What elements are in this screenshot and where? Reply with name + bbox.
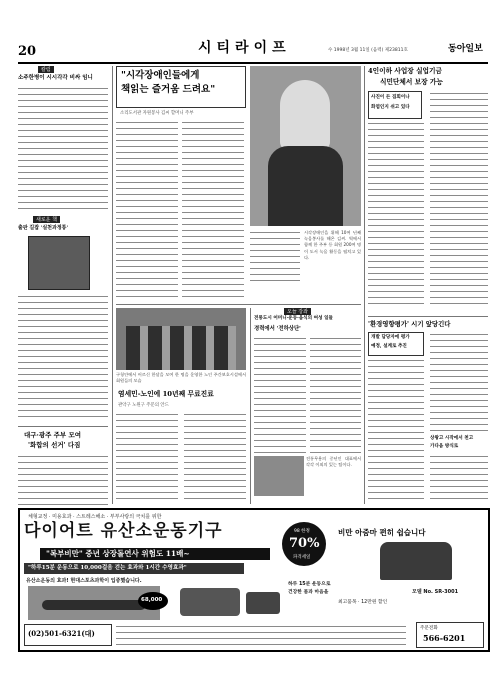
center-right-rule: [364, 66, 365, 504]
column-title: 소주한병이 시시각각 비싸 임니: [18, 75, 93, 81]
feature-story: [116, 66, 361, 302]
ad-promo-bar: [40, 548, 270, 560]
ad-badge-top: 98 한정: [294, 529, 310, 534]
ad-device-image: [380, 542, 452, 580]
section-title: 시티라이프: [198, 40, 291, 56]
ad-product-image: [180, 588, 240, 616]
portrait-body: [268, 146, 343, 226]
env-subhead-box: [368, 332, 424, 356]
ad-badge-big: 70%: [289, 536, 320, 551]
env-subhead-2: 예정, 설계로 추진: [371, 344, 407, 349]
course-photo: [254, 456, 304, 496]
env-title: '환경영향평가' 시기 앞당긴다: [368, 320, 451, 328]
ad-promo2: "하루15분 운동으로 10,000걸음 걷는 효과와 1시간 수영효과": [28, 564, 187, 571]
feature-body-right: [250, 230, 300, 286]
middle-body-2: [184, 412, 246, 504]
right-top-story: [368, 66, 488, 314]
env-body-3: [430, 454, 488, 504]
page-number: 20: [18, 44, 37, 59]
books-body: [18, 294, 108, 422]
bottom-story-title-2: '화합의 선거' 다짐: [28, 441, 81, 449]
masthead: [18, 38, 488, 60]
feature-body-mid: [182, 120, 244, 300]
ad-price-burst: [138, 592, 168, 610]
ad-phone-right: 566-6201: [423, 633, 466, 643]
ad-model-number: 모델 No. SR-3001: [412, 589, 459, 595]
right-top-title-2: 식민단체서 보장 가능: [380, 78, 443, 86]
issue-date: 수 1998년 3월 11일 (음력) 제23811호: [328, 48, 408, 53]
ad-model-figure: [42, 600, 146, 610]
course-tag: 오늘 강좌: [284, 308, 311, 315]
right-mid-rule: [368, 316, 488, 317]
book-cover-image: [28, 236, 90, 290]
ad-product-image-2: [246, 592, 280, 614]
right-top-box: [368, 91, 422, 119]
right-top-body-2: [430, 91, 488, 306]
ad-promo: "복부비만" 중년 상장돌연사 위험도 11배~: [46, 549, 190, 558]
left-divider: [18, 426, 108, 427]
right-top-body-1: [368, 121, 424, 306]
ad-top-bar: 체형교정 · 미용효과 · 스트레스해소 · 부부사랑의 극치를 위한: [28, 514, 162, 520]
right-mid-story: [368, 320, 488, 504]
ad-mid-text-2: 건강한 몸과 마음을: [288, 590, 329, 595]
feature-photo-caption: 시각장애인을 위해 10여 년째 녹음봉사를 해온 김씨. 역에서 함께 한 주부 등 회원 200여 명이 도서 녹음 활동을 펼치고 있다.: [304, 230, 361, 260]
course-sub: 전통도시 어머니·운동·음식의 여성 일들: [254, 316, 333, 321]
middle-rule: [116, 304, 361, 305]
ad-phone-left: (02)501-6321(대): [28, 629, 95, 638]
ad-promo3: 유산소운동의 효과! 현대스포츠과학이 입증했습니다.: [26, 578, 142, 584]
course-story: [254, 306, 361, 504]
ad-promo2-bar: [24, 563, 244, 574]
ad-order-label: 주문전화: [420, 626, 438, 631]
paper-name: 동아일보: [448, 44, 483, 54]
group-photo: [116, 308, 246, 370]
left-col-rule: [112, 66, 113, 504]
feature-headline-box: [116, 66, 246, 108]
course-body-2: [310, 336, 361, 454]
feature-title-1: "시각장애인들에게: [121, 70, 200, 81]
right-top-box-title-2: 화염인지 쉬고 있다: [371, 105, 410, 110]
course-title: 경력에서 '전하상단': [254, 326, 301, 332]
masthead-rule: [18, 62, 488, 64]
group-people: [126, 326, 236, 370]
course-caption: 전통무용의 중년인 대표에서 각각 이외의 있는 팀이다.: [306, 456, 361, 468]
feature-subtitle: 소리도서관 자원봉사 김씨 할머니 주부: [120, 111, 194, 116]
books-title: 출판 길잡 '실천과정통': [18, 225, 69, 231]
feature-title-2: 책읽는 즐거움 드려요": [121, 84, 216, 95]
feature-body-left: [116, 120, 178, 300]
ad-store-list: [116, 624, 406, 646]
ad-mid-text-1: 하루 15분 운동으로: [288, 582, 331, 587]
ad-phone-box-left: [24, 624, 112, 646]
left-column: [18, 66, 108, 504]
group-photo-caption: 구청안에서 어르신 한달을 모여 한 명을 운영한 노인 주간보호시설에서 회원들의 모습: [116, 372, 246, 384]
books-tag: 새로운 책: [33, 216, 60, 223]
env-subhead-4: 가다음 방식로: [430, 444, 459, 449]
middle-body-1: [116, 412, 178, 504]
column-body: [18, 86, 108, 211]
feature-portrait-photo: [250, 66, 361, 226]
column-tag: 칼럼: [38, 66, 54, 73]
bottom-story-title: 대구·광주 주부 모여: [24, 431, 82, 439]
advertisement: [18, 508, 490, 652]
middle-story-bar: 관악구 노원구 주문의 안드: [118, 403, 169, 408]
ad-badge: [282, 522, 326, 566]
right-top-box-title: 사진이 든 집회이나: [371, 95, 410, 100]
ad-slogan: 비만 아줌마 편히 쉽습니다: [338, 528, 426, 537]
ad-badge-small: 파격세일: [293, 555, 311, 560]
right-top-title-1: 4인이하 사업장 실업기금: [368, 67, 442, 75]
ad-discount-line: 최고품목 · 12만원 할인: [338, 600, 388, 605]
ad-phone-box-right: [416, 622, 484, 648]
middle-split-rule: [250, 308, 251, 504]
env-body-2: [430, 332, 488, 432]
ad-price: 68,000: [141, 597, 163, 603]
portrait-figure: [280, 80, 330, 150]
env-body-1: [368, 358, 424, 504]
ad-brand: 다이어트 유산소운동기구: [24, 521, 223, 541]
env-subhead-3: 상왕고 시작에서 천고: [430, 436, 474, 441]
middle-story: [116, 308, 246, 504]
course-body-1: [254, 336, 306, 454]
env-subhead-1: 개발 담당자에 평가: [371, 335, 410, 340]
middle-story-title: 염세민-노인에 10년째 무료진료: [118, 390, 214, 398]
